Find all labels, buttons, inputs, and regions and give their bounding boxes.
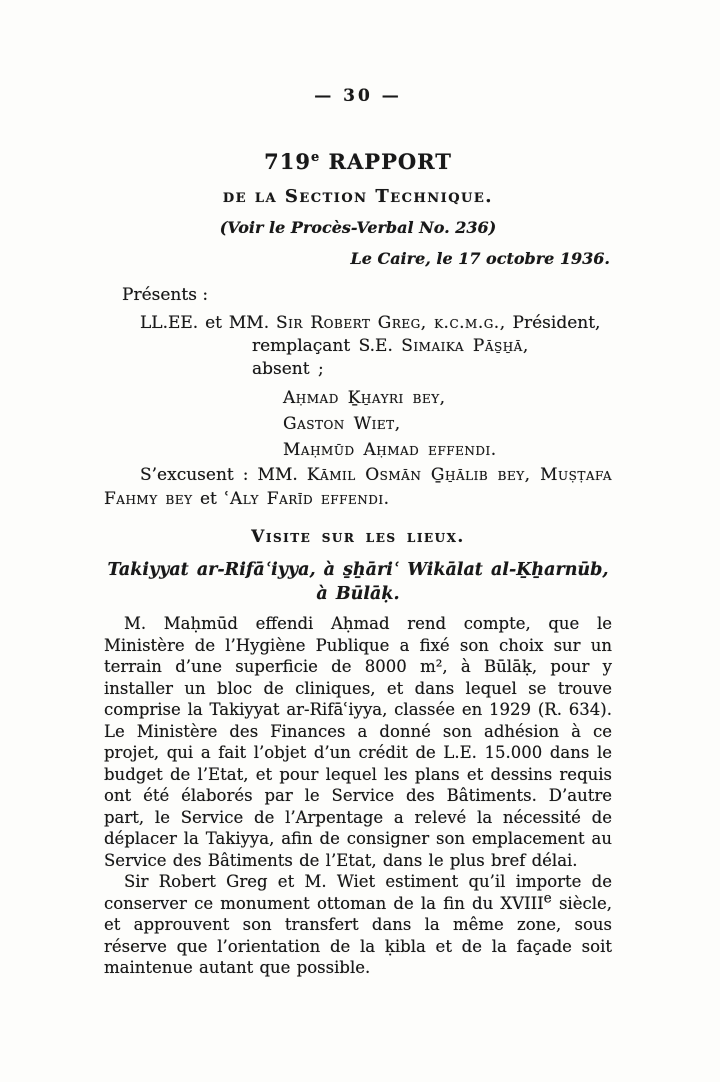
- report-paragraph-2: [104, 871, 612, 979]
- report-title: [104, 150, 612, 174]
- replacing-prefix: remplaçant S.E.: [252, 336, 402, 356]
- report-number: 719: [264, 149, 311, 174]
- attendance-line-president: [104, 312, 612, 335]
- attendance-prefix: LL.EE. et MM.: [140, 313, 277, 333]
- president-name: Sir Robert Greg, k.c.m.g.,: [276, 313, 506, 333]
- member-name: Gaston Wiet,: [283, 414, 401, 434]
- replaced-member-name: Simaika Pās̱ẖā,: [401, 336, 529, 356]
- excused-names-1: Kāmil Osmān G̱ẖālib bey, Muṣṭafa Fahmy bey: [104, 465, 612, 509]
- attendance-line-absent: absent ;: [252, 359, 324, 379]
- member-list: [104, 385, 612, 463]
- proces-verbal-reference: (Voir le Procès-Verbal No. 236): [219, 218, 497, 237]
- report-paragraph-1: M. Maḥmūd effendi Aḥmad rend compte, que le Ministère de l’Hygiène Publique a fixé son choix sur un terrain d’une superficie de 8000 m², à Būlāḳ, pour y installer un bloc de cliniques, et dans lequel se trouve comprise la Takiyyat ar-Rifāʿiyya, classée en 1929 (R. 634). Le Ministère des Finances a donné son adhésion à ce projet, qui a fait l’objet d’un crédit de L.E. 15.000 dans le budget de l’Etat, et pour lequel les plans et dessins requis ont été élaborés par le Service des Bâtiments. D’autre part, le Service de l’Arpentage a relevé la nécessité de déplacer la Takiyya, afin de consigner son emplacement au Service des Bâtiments de l’Etat, dans le plus bref délai.: [104, 614, 612, 870]
- paragraph-2-text-end: siècle, et approuvent son transfert dans la même zone, sous réserve que l’orientation de la ḳibla et de la façade soit maintenue autant que possible.: [104, 893, 612, 977]
- attendance-line-replacing: [104, 335, 612, 358]
- visit-heading: Visite sur les lieux.: [251, 527, 465, 547]
- subject-line-1: Takiyyat ar-Rifāʿiyya, à s̱ẖāriʿ Wikālat al-Ḵẖarnūb,: [107, 560, 609, 580]
- member-name: Maḥmūd Aḥmad effendi.: [283, 440, 497, 460]
- subject-heading: [104, 558, 612, 606]
- paragraph-2-text-start: Sir Robert Greg et M. Wiet estiment qu’il importe de conserver ce monument ottoman de la fin du XVIII: [104, 872, 612, 913]
- subject-line-2: à Būlāḳ.: [316, 584, 400, 604]
- century-ordinal: e: [543, 890, 552, 906]
- presents-label: Présents :: [122, 285, 209, 305]
- excused-label: S’excusent : MM.: [140, 465, 307, 485]
- report-section-line: de la Section Technique.: [222, 186, 494, 207]
- excused-paragraph: [104, 463, 612, 511]
- member-name: Aḥmad Ḵẖayri bey,: [283, 388, 446, 408]
- excused-names-2: ʿAly Farīd effendi.: [224, 489, 390, 509]
- report-number-ordinal: e: [310, 150, 321, 165]
- excused-connector: et: [192, 489, 225, 509]
- page-number: — 30 —: [314, 86, 402, 106]
- report-title-word: RAPPORT: [320, 149, 452, 174]
- dateline: Le Caire, le 17 octobre 1936.: [350, 249, 610, 268]
- president-role: Président,: [505, 313, 601, 333]
